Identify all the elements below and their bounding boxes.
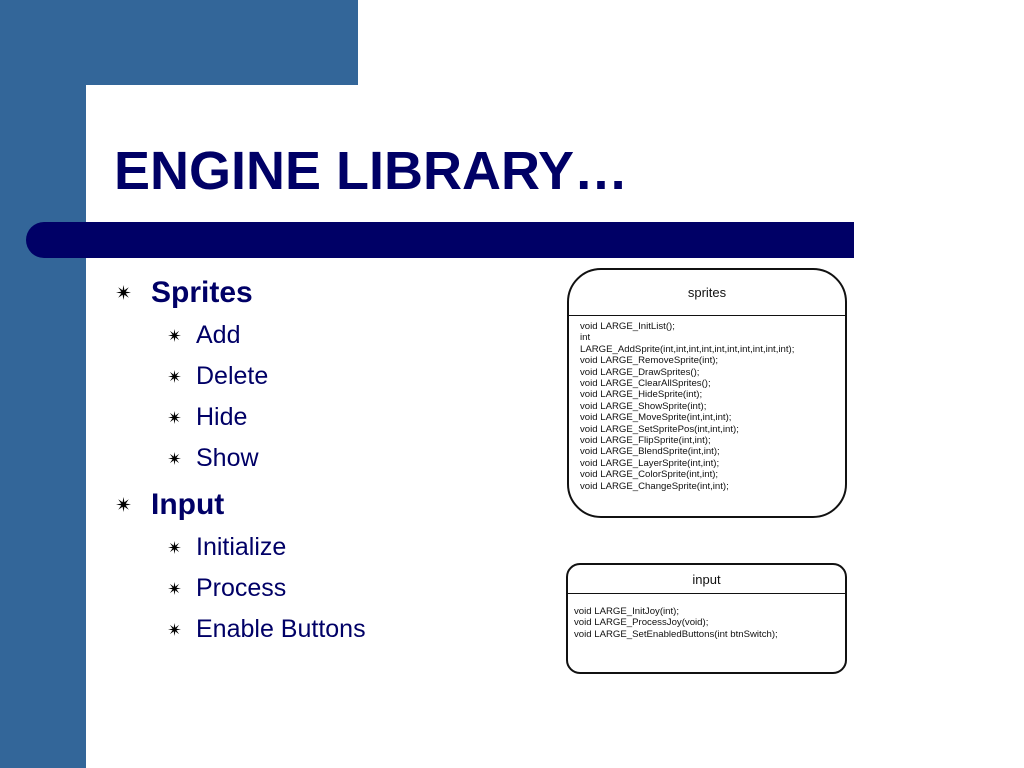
operation-signature: void LARGE_LayerSprite(int,int); [580, 457, 720, 469]
sub-bullet-label: Hide [196, 403, 248, 431]
input-class-name: input [692, 572, 721, 587]
operation-signature: void LARGE_ClearAllSprites(); [580, 378, 711, 390]
operation-signature: void LARGE_SetEnabledButtons(int btnSwitch); [574, 628, 778, 640]
sub-bullet-item [114, 356, 544, 397]
operation-signature: void LARGE_MoveSprite(int,int,int); [580, 412, 732, 424]
operation-signature: void LARGE_DrawSprites(); [580, 366, 700, 378]
asterisk-bullet-icon [168, 411, 181, 424]
operation-signature: void LARGE_BlendSprite(int,int); [580, 446, 720, 458]
operation-signature: void LARGE_ColorSprite(int,int); [580, 469, 719, 481]
title-underline-bar [26, 222, 854, 258]
asterisk-bullet-icon [168, 370, 181, 383]
operation-signature: void LARGE_ProcessJoy(void); [574, 617, 709, 629]
sub-bullet-list [114, 527, 544, 650]
asterisk-bullet-icon [116, 285, 131, 300]
bullet-item [114, 273, 544, 479]
sidebar-background [0, 0, 86, 768]
sub-bullet-label: Initialize [196, 533, 287, 561]
operation-signature: void LARGE_InitList(); [580, 321, 675, 332]
sprites-class-name: sprites [687, 285, 727, 300]
asterisk-bullet-icon [168, 623, 181, 636]
operation-signature: void LARGE_InitJoy(int); [574, 606, 680, 617]
bullet-label: Sprites [151, 276, 253, 309]
operation-signature: void LARGE_FlipSprite(int,int); [580, 435, 711, 447]
input-class-diagram [566, 563, 847, 674]
top-left-background-block [0, 0, 358, 85]
sub-bullet-label: Show [196, 444, 259, 472]
sub-bullet-label: Delete [196, 362, 269, 390]
asterisk-bullet-icon [168, 582, 181, 595]
operation-signature: int [580, 332, 591, 344]
sub-bullet-item [114, 527, 544, 568]
bullet-item [114, 485, 544, 650]
sub-bullet-label: Enable Buttons [196, 615, 366, 643]
operation-signature: void LARGE_RemoveSprite(int); [580, 355, 719, 367]
sub-bullet-item [114, 397, 544, 438]
sub-bullet-item [114, 315, 544, 356]
sub-bullet-label: Add [196, 321, 241, 349]
operation-signature: void LARGE_SetSpritePos(int,int,int); [580, 423, 739, 435]
bullet-list [114, 271, 544, 650]
operation-signature: void LARGE_HideSprite(int); [580, 389, 703, 401]
operation-signature: void LARGE_ChangeSprite(int,int); [580, 480, 729, 492]
operation-signature: void LARGE_ShowSprite(int); [580, 400, 707, 412]
sub-bullet-list [114, 315, 544, 479]
bullet-label: Input [151, 488, 225, 521]
slide-title: ENGINE LIBRARY… [114, 141, 629, 201]
sub-bullet-item [114, 568, 544, 609]
asterisk-bullet-icon [116, 497, 131, 512]
asterisk-bullet-icon [168, 329, 181, 342]
asterisk-bullet-icon [168, 541, 181, 554]
operation-signature: LARGE_AddSprite(int,int,int,int,int,int,int,int,int,int); [580, 343, 795, 355]
sub-bullet-item [114, 609, 544, 650]
sprites-class-diagram [567, 268, 847, 518]
sub-bullet-label: Process [196, 574, 287, 602]
input-operations-list [568, 594, 845, 640]
sprites-operations-list [569, 316, 845, 492]
sub-bullet-item [114, 438, 544, 479]
asterisk-bullet-icon [168, 452, 181, 465]
